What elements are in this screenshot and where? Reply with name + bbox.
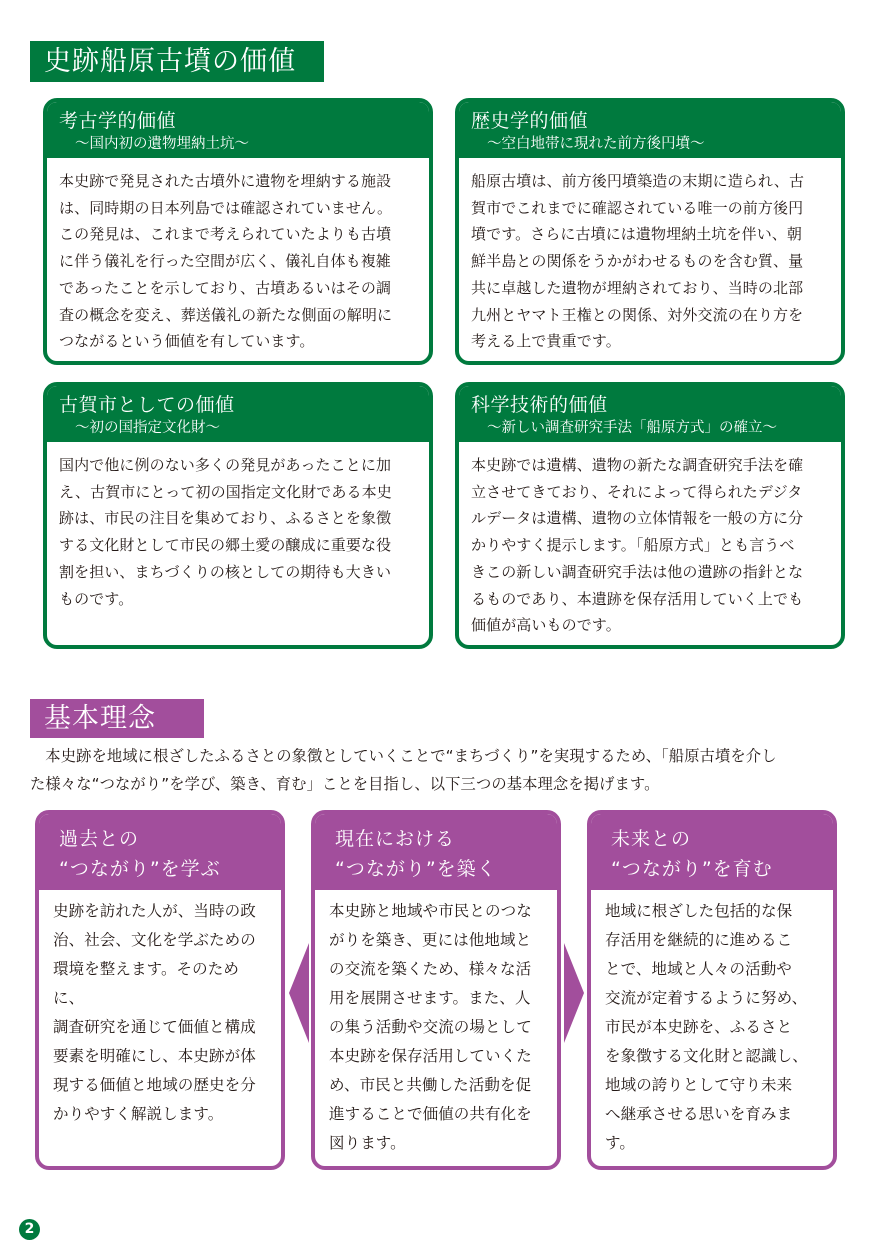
body-line: の集う活動や交流の場として: [329, 1018, 532, 1036]
arrow-left-icon: [289, 943, 309, 1043]
value-card-body: [47, 442, 429, 620]
section-heading-value: 史跡船原古墳の価値: [30, 41, 324, 82]
body-line: す。: [605, 1134, 635, 1152]
body-line: 価値が高いものです。: [471, 616, 621, 635]
value-card-subtitle: ～新しい調査研究手法「船原方式」の確立～: [487, 420, 777, 436]
pillar-header: [315, 814, 557, 890]
body-line: め、市民と共働した活動を促: [329, 1076, 532, 1094]
body-line: 本史跡と地域や市民とのつな: [329, 902, 532, 920]
body-line: 査の概念を変え、葬送儀礼の新たな側面の解明に: [59, 305, 393, 324]
body-line: 共に卓越した遺物が埋納されており、当時の北部: [471, 278, 804, 297]
body-line: 国内で他に例のない多くの発見があったことに加: [59, 456, 392, 474]
pillar-body: [39, 890, 281, 1129]
pillar-title-line1: 過去との: [59, 828, 140, 850]
body-line: へ継承させる思いを育みま: [605, 1105, 793, 1123]
body-line: を象徴する文化財と認識し、: [605, 1047, 808, 1065]
body-line: つながるという価値を有しています。: [59, 332, 315, 351]
body-line: であったことを示しており、古墳あるいはその調: [59, 278, 392, 297]
body-line: この発見は、これまで考えられていたよりも古墳: [59, 225, 392, 244]
body-line: する文化財として市民の郷土愛の醸成に重要な役: [59, 536, 392, 555]
value-card-body: [47, 158, 429, 363]
body-line: きこの新しい調査研究手法は他の遺跡の指針とな: [471, 562, 804, 581]
value-card-header: [459, 386, 841, 442]
body-line: に伴う儀礼を行った空間が広く、儀礼自体も複雑: [59, 252, 391, 271]
pillar-title-line1: 未来との: [611, 828, 692, 850]
body-line: るものであり、本遺跡を保存活用していく上でも: [471, 589, 804, 608]
intro-line: た様々な“つながり”を学び、築き、育む」ことを目指し、以下三つの基本理念を掲げます。: [30, 775, 660, 793]
pillar-body: [315, 890, 557, 1158]
value-card-title: 歴史学的価値: [471, 110, 589, 132]
body-line: 本史跡を保存活用していくた: [329, 1047, 532, 1065]
body-line: 地域の誇りとして守り未来: [605, 1076, 793, 1094]
body-line: 史跡を訪れた人が、当時の政: [53, 902, 256, 920]
value-card-title: 考古学的価値: [59, 110, 177, 132]
body-line: 交流が定着するように努め、: [605, 989, 808, 1007]
body-line: 鮮半島との関係をうかがわせるものを含む質、量: [471, 252, 804, 271]
body-line: 考える上で貴重です。: [471, 332, 621, 351]
body-line: ものです。: [59, 589, 134, 608]
value-card-header: [459, 102, 841, 158]
value-card-archaeological: [43, 98, 433, 365]
body-line: かりやすく提示します。「船原方式」とも言うべ: [471, 536, 795, 555]
pillar-card-past: [35, 810, 285, 1170]
value-card-title: 古賀市としての価値: [59, 394, 235, 416]
value-card-subtitle: ～初の国指定文化財～: [75, 420, 220, 436]
body-line: 進することで価値の共有化を: [329, 1105, 532, 1123]
body-line: は、同時期の日本列島では確認されていません。: [59, 198, 393, 217]
body-line: 九州とヤマト王権との関係、対外交流の在り方を: [471, 305, 804, 324]
body-line: え、古賀市にとって初の国指定文化財である本史: [59, 482, 392, 501]
body-line: 割を担い、まちづくりの核としての期待も大きい: [59, 562, 392, 581]
section-heading-concept: 基本理念: [30, 699, 204, 738]
concept-intro: [30, 742, 865, 798]
body-line: 調査研究を通じて価値と構成: [53, 1018, 256, 1036]
value-card-header: [47, 386, 429, 442]
body-line: がりを築き、更には他地域と: [329, 931, 532, 949]
body-line: かりやすく解説します。: [53, 1105, 224, 1123]
body-line: 地域に根ざした包括的な保: [605, 902, 793, 920]
body-line: 本史跡では遺構、遺物の新たな調査研究手法を確: [471, 456, 804, 474]
value-card-koga-city: [43, 382, 433, 649]
body-line: ルデータは遺構、遺物の立体情報を一般の方に分: [471, 509, 804, 528]
value-card-historical: [455, 98, 845, 365]
pillar-header: [39, 814, 281, 890]
value-card-subtitle: ～国内初の遺物埋納土坑～: [75, 136, 249, 152]
page-number: 2: [19, 1219, 40, 1240]
body-line: 現する価値と地域の歴史を分: [53, 1076, 256, 1094]
body-line: 市民が本史跡を、ふるさと: [605, 1018, 793, 1036]
value-card-header: [47, 102, 429, 158]
value-card-scientific: [455, 382, 845, 649]
value-card-title: 科学技術的価値: [471, 394, 608, 416]
body-line: の交流を築くため、様々な活: [329, 960, 532, 978]
arrow-right-icon: [564, 943, 584, 1043]
body-line: 墳です。さらに古墳には遺物埋納土坑を伴い、朝: [471, 225, 803, 244]
pillar-body: [591, 890, 833, 1158]
pillar-header: [591, 814, 833, 890]
body-line: 図ります。: [329, 1134, 406, 1152]
pillar-title-line2: “つながり”を育む: [611, 858, 773, 880]
pillar-card-future: [587, 810, 837, 1170]
intro-line: 本史跡を地域に根ざしたふるさとの象徴としていくことで“まちづくり”を実現するため、「船原古墳を介し: [45, 747, 777, 765]
body-line: 環境を整えます。そのために、: [53, 960, 239, 1007]
pillar-title-line2: “つながり”を学ぶ: [59, 858, 221, 880]
body-line: 用を展開させます。また、人: [329, 989, 531, 1007]
pillar-title-line2: “つながり”を築く: [335, 858, 497, 880]
value-card-body: [459, 158, 841, 363]
body-line: 本史跡で発見された古墳外に遺物を埋納する施設: [59, 172, 392, 190]
value-card-subtitle: ～空白地帯に現れた前方後円墳～: [487, 136, 705, 152]
body-line: 船原古墳は、前方後円墳築造の末期に造られ、古: [471, 172, 805, 190]
body-line: 賀市でこれまでに確認されている唯一の前方後円: [471, 198, 804, 217]
body-line: 存活用を継続的に進めるこ: [605, 931, 793, 949]
body-line: 立させてきており、それによって得られたデジタ: [471, 482, 803, 501]
value-card-body: [459, 442, 841, 647]
body-line: 跡は、市民の注目を集めており、ふるさとを象徴: [59, 509, 392, 528]
pillar-title-line1: 現在における: [335, 828, 456, 850]
body-line: とで、地域と人々の活動や: [605, 960, 792, 978]
pillar-card-present: [311, 810, 561, 1170]
body-line: 要素を明確にし、本史跡が体: [53, 1047, 256, 1065]
body-line: 治、社会、文化を学ぶための: [53, 931, 256, 949]
